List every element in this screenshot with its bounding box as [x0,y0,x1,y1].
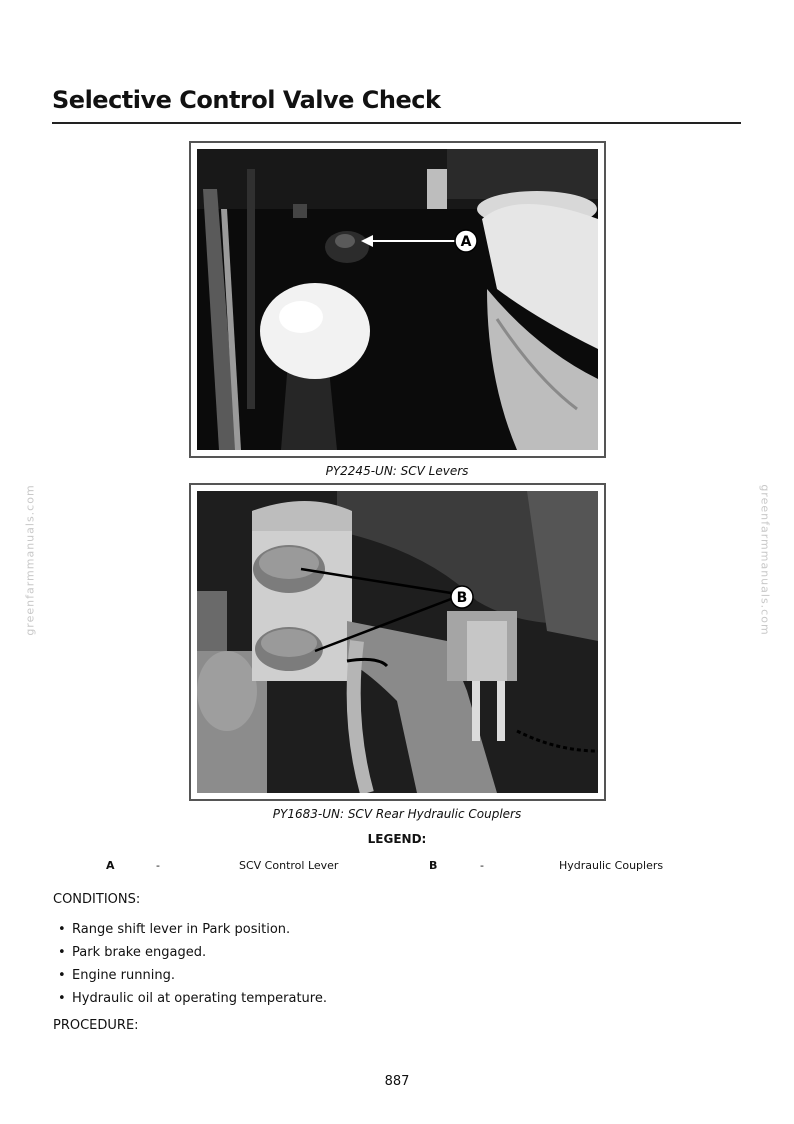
condition-text: Park brake engaged. [72,945,207,960]
watermark-right: greenfarmmanuals.com [758,484,772,636]
bullet-icon: • [58,991,66,1006]
caption-scv-levers: PY2245-UN: SCV Levers [325,464,469,478]
bullet-icon: • [58,945,66,960]
conditions-list [58,918,327,1010]
photo-hydraulic-couplers [197,491,598,793]
callout-b-label: B [456,590,468,606]
list-item [58,918,327,941]
legend-label-b: Hydraulic Couplers [559,859,664,872]
watermark-left: greenfarmmanuals.com [23,484,37,636]
legend-dash-b: - [480,859,484,872]
condition-text: Engine running. [72,968,175,983]
legend-dash-a: - [156,859,160,872]
legend-title: LEGEND: [367,832,427,846]
photo-scv-levers [197,149,598,450]
list-item [58,987,327,1010]
bullet-icon: • [58,922,66,937]
title-rule [52,122,741,124]
page-title: Selective Control Valve Check [52,86,441,114]
legend-key-b: B [429,859,438,872]
scv-levers-illustration [197,149,598,450]
figure-scv-levers [189,141,606,458]
list-item [58,941,327,964]
legend-key-a: A [106,859,115,872]
list-item [58,964,327,987]
procedure-heading: PROCEDURE: [53,1018,139,1033]
condition-text: Range shift lever in Park position. [72,922,291,937]
bullet-icon: • [58,968,66,983]
caption-hydraulic-couplers: PY1683-UN: SCV Rear Hydraulic Couplers [272,807,522,821]
page-number: 887 [384,1074,410,1089]
condition-text: Hydraulic oil at operating temperature. [72,991,327,1006]
hydraulic-couplers-illustration [197,491,598,793]
conditions-heading: CONDITIONS: [53,892,141,907]
callout-a-label: A [460,234,472,250]
figure-hydraulic-couplers [189,483,606,801]
legend-label-a: SCV Control Lever [239,859,339,872]
